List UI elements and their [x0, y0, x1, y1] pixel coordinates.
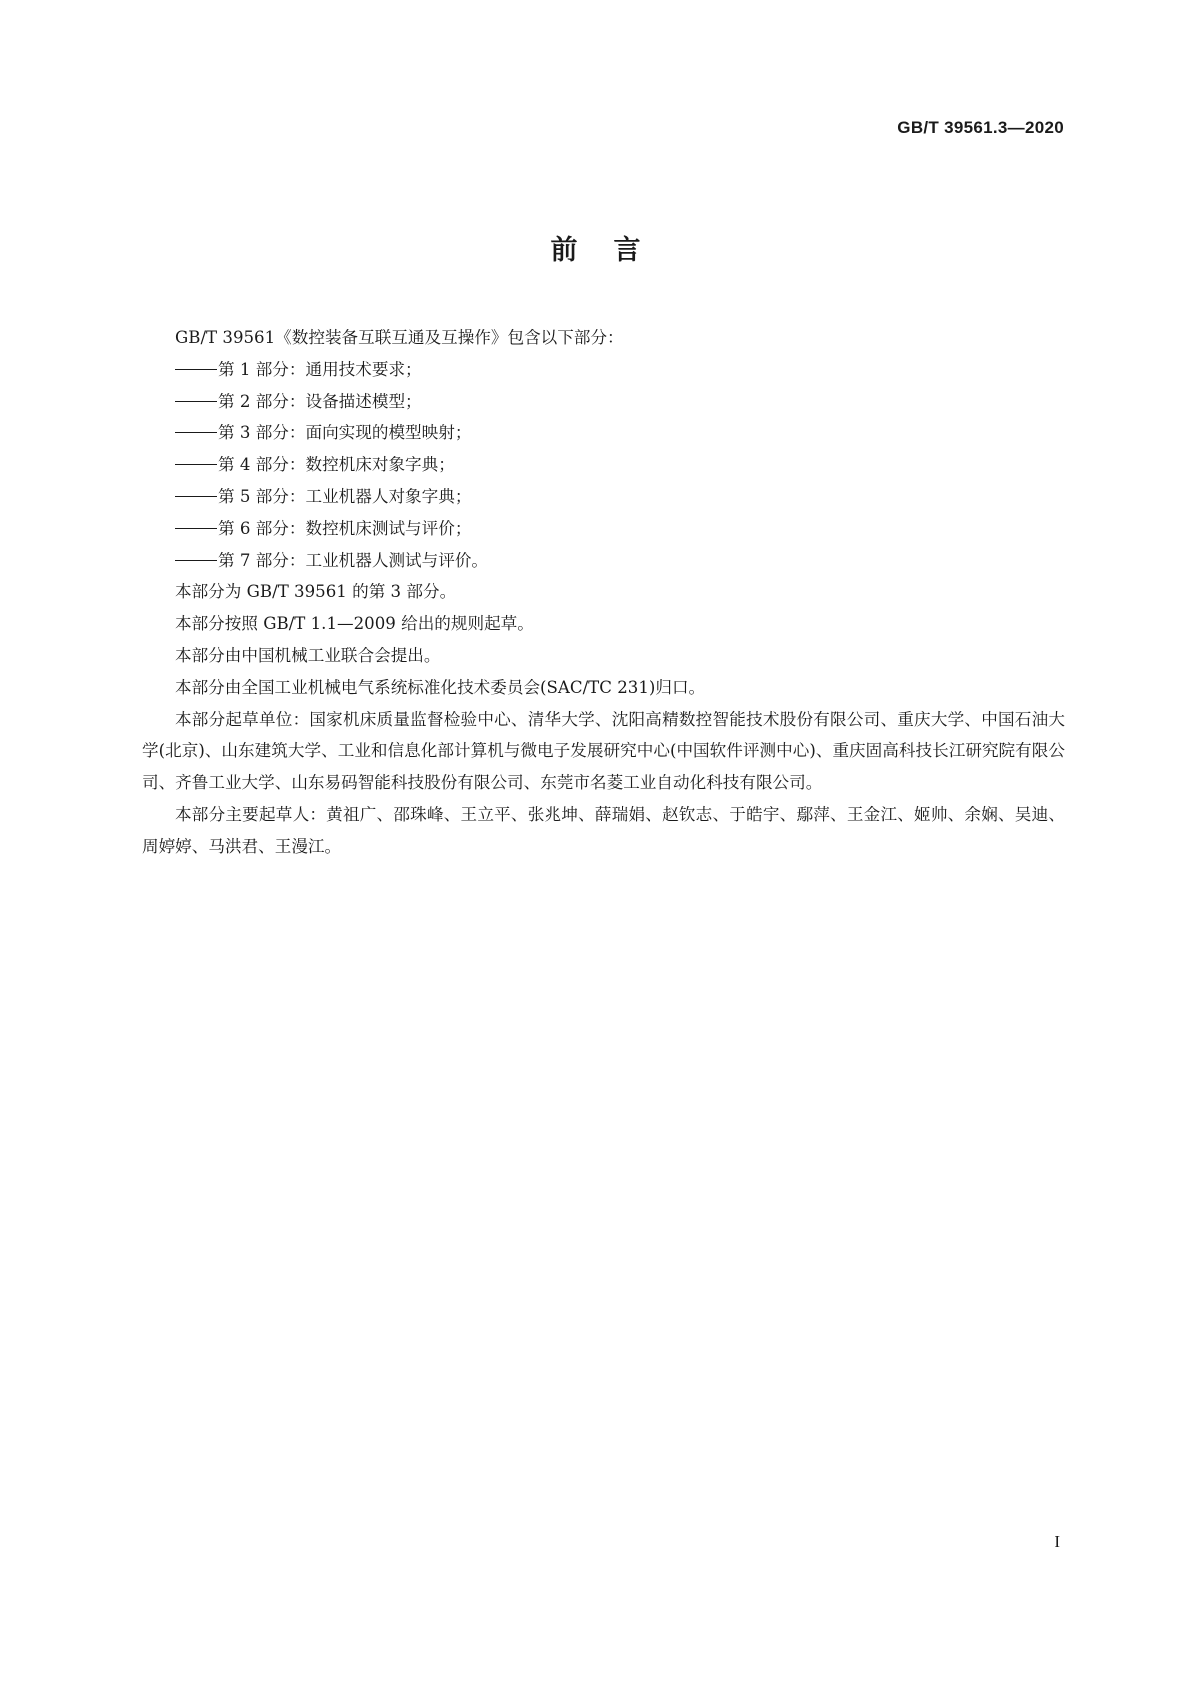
list-item [142, 386, 1065, 418]
em-dash-mark [175, 369, 217, 370]
list-item-text: 第 4 部分：数控机床对象字典； [218, 455, 455, 475]
list-item-text: 第 3 部分：面向实现的模型映射； [218, 423, 472, 443]
list-item [142, 545, 1065, 577]
proposed-by-paragraph: 本部分由中国机械工业联合会提出。 [175, 645, 441, 665]
standard-number: GB/T 39561.3—2020 [897, 118, 1064, 137]
em-dash-mark [175, 560, 217, 561]
part-statement-paragraph: 本部分为 GB/T 39561 的第 3 部分。 [175, 582, 457, 602]
main-drafters-paragraph: 本部分主要起草人：黄祖广、邵珠峰、王立平、张兆坤、薛瑞娟、赵钦志、于皓宇、鄢萍、王金江、姬帅、余娴、吴迪、周婷婷、马洪君、王漫江。 [142, 804, 1065, 856]
drafting-units-paragraph: 本部分起草单位：国家机床质量监督检验中心、清华大学、沈阳高精数控智能技术股份有限公司、重庆大学、中国石油大学(北京)、山东建筑大学、工业和信息化部计算机与微电子发展研究中心(中国软件评测中心)、重庆固高科技长江研究院有限公司、齐鲁工业大学、山东易码智能科技股份有限公司、东莞市名菱工业自动化科技有限公司。 [142, 709, 1065, 793]
list-item [142, 354, 1065, 386]
intro-paragraph: GB/T 39561《数控装备互联互通及互操作》包含以下部分： [175, 328, 624, 347]
em-dash-mark [175, 528, 217, 529]
em-dash-mark [175, 464, 217, 465]
list-item [142, 513, 1065, 545]
drafting-rules-paragraph: 本部分按照 GB/T 1.1—2009 给出的规则起草。 [175, 614, 534, 634]
list-item [142, 481, 1065, 513]
parts-list [142, 354, 1065, 577]
administered-by-paragraph: 本部分由全国工业机械电气系统标准化技术委员会(SAC/TC 231)归口。 [175, 677, 706, 697]
document-body [142, 322, 1065, 863]
list-item-text: 第 7 部分：工业机器人测试与评价。 [218, 550, 489, 570]
page-number: I [1054, 1532, 1060, 1551]
list-item-text: 第 1 部分：通用技术要求； [218, 359, 422, 379]
list-item [142, 417, 1065, 449]
page-title: 前言 [550, 235, 677, 266]
list-item [142, 449, 1065, 481]
em-dash-mark [175, 432, 217, 433]
list-item-text: 第 6 部分：数控机床测试与评价； [218, 518, 472, 538]
list-item-text: 第 2 部分：设备描述模型； [218, 391, 422, 411]
em-dash-mark [175, 401, 217, 402]
list-item-text: 第 5 部分：工业机器人对象字典； [218, 486, 472, 506]
em-dash-mark [175, 496, 217, 497]
